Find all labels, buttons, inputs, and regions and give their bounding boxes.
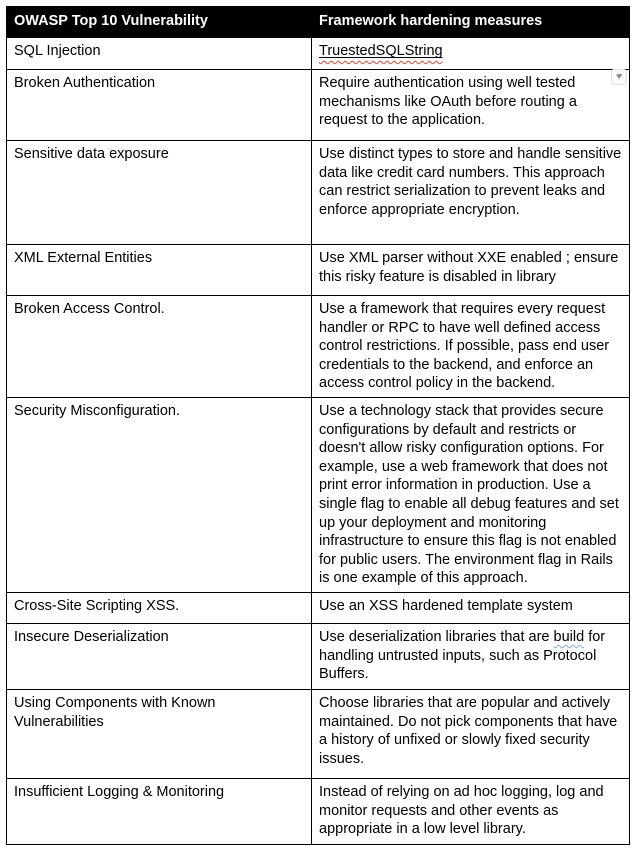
table-row [7,70,630,141]
dropdown-triangle-icon [616,75,622,79]
measure-cell[interactable]: Use a framework that requires every request handler or RPC to have well defined access control restrictions. If possible, pass end user credentials to the backend, and enforce an access control policy in the backend. [312,296,630,398]
vulnerability-cell[interactable]: Broken Authentication [7,70,312,141]
table-row [7,623,630,689]
table-row [7,689,630,778]
measure-cell[interactable]: Use distinct types to store and handle sensitive data like credit card numbers. This approach can restrict serialization to prevent leaks and enforce appropriate encryption. [312,141,630,245]
measure-cell[interactable]: Use a technology stack that provides secure configurations by default and restricts or doesn't allow risky configuration options. For example, use a web framework that does not print error information in production. Use a single flag to enable all debug features and set up your deployment and monitoring infrastructure to ensure this flag is not enabled for public users. The environment flag in Rails is one example of this approach. [312,397,630,592]
vulnerability-cell[interactable]: Insufficient Logging & Monitoring [7,778,312,844]
table-row [7,778,630,844]
vulnerability-cell[interactable]: SQL Injection [7,38,312,70]
misspelled-term-wrapper [319,43,443,59]
underlined-term: TruestedSQLString [319,43,443,59]
vulnerability-cell[interactable]: Broken Access Control. [7,296,312,398]
header-cell-vulnerability[interactable]: OWASP Top 10 Vulnerability [7,7,312,38]
grammar-flagged-word: build [553,628,585,645]
table-row [7,245,630,296]
measure-text: Use deserialization libraries that are [319,628,554,645]
table-row [7,38,630,70]
table-row [7,397,630,592]
table-row [7,141,630,245]
measure-cell[interactable]: Use an XSS hardened template system [312,592,630,623]
measure-text: for handling untrusted inputs, such as Protocol Buffers. [319,628,606,683]
header-cell-measures[interactable]: Framework hardening measures [312,7,630,38]
table-row [7,592,630,623]
vulnerability-cell[interactable]: Cross-Site Scripting XSS. [7,592,312,623]
table-header-row [7,7,630,38]
measure-cell[interactable]: Require authentication using well tested mechanisms like OAuth before routing a request to the application. [312,70,630,141]
measure-cell[interactable]: Choose libraries that are popular and actively maintained. Do not pick components that have a history of unfixed or slowly fixed security issues. [312,689,630,778]
owasp-hardening-table [6,6,630,845]
vulnerability-cell[interactable]: Sensitive data exposure [7,141,312,245]
collapsed-suggestion-marker-icon[interactable] [611,69,627,85]
table-row [7,296,630,398]
measure-cell[interactable]: Use XML parser without XXE enabled ; ensure this risky feature is disabled in library [312,245,630,296]
measure-cell[interactable] [312,38,630,70]
vulnerability-cell[interactable]: Insecure Deserialization [7,623,312,689]
vulnerability-cell[interactable]: XML External Entities [7,245,312,296]
vulnerability-cell[interactable]: Using Components with Known Vulnerabilities [7,689,312,778]
measure-cell[interactable] [312,623,630,689]
measure-cell[interactable]: Instead of relying on ad hoc logging, log and monitor requests and other events as appropriate in a low level library. [312,778,630,844]
vulnerability-cell[interactable]: Security Misconfiguration. [7,397,312,592]
